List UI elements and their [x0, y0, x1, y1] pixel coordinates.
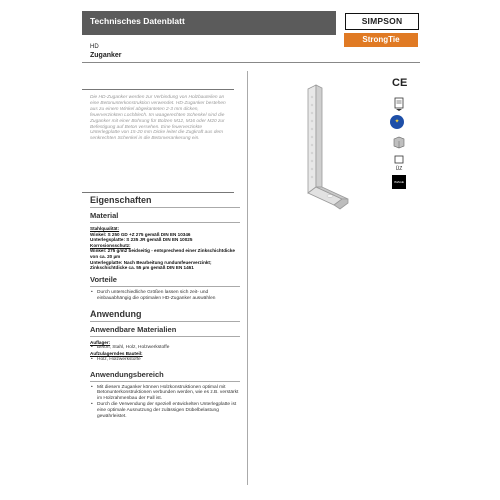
- aufzulagerndes-label: Aufzulagerndes Bauteil:: [90, 351, 143, 357]
- section-rule: [90, 222, 240, 223]
- logo-strongtie-text: StrongTie: [344, 33, 418, 47]
- stahl-line-1: Winkel: S 250 GD +Z 275 gemäß DIN EN 10346: [90, 231, 191, 237]
- black-label-icon: IMAGE: [392, 175, 406, 189]
- header-divider: [82, 62, 420, 63]
- header-title: Technisches Datenblatt: [90, 16, 185, 26]
- ma-shape-icon: [392, 155, 406, 164]
- auflager-label: Auflager:: [90, 339, 111, 345]
- eu-icon: [390, 115, 404, 129]
- korrosion-line-2: Unterlegplatte: Nach Bearbeitung rundumfeuerverzinkt; Zinkschichtdicke ca. 55 µm gemäß DIN EN 1461: [90, 259, 212, 271]
- column-divider: [247, 71, 248, 485]
- brand-logo: [344, 13, 420, 47]
- materialien-heading: Anwendbare Materialien: [90, 324, 177, 334]
- section-rule: [90, 207, 240, 208]
- description-box: [82, 89, 234, 193]
- ma-label: ÜZ: [395, 166, 403, 172]
- product-name: Zuganker: [90, 52, 122, 59]
- description-text: Die HD-Zuganker werden zur Verbindung von Holzbauteilen an eine Betonunterkonstruktion verwendet. HD-Zuganker bestehen aus zu einem Winkel abgekanteten 2-3 mm dicken, feuerverzinkten Lochblech. Im waagerechten Schenkel sind die Zuganker mit einer Bohrung für Bolzen M12, M16 oder M20 zur Befestigung auf Beton versehen. Eine feuerverzinkte Unterlegplatte von 15-20 mm Dicke leitet die Zugkraft aus dem senkrechten Schenkel in die Betonverankerung ein.: [90, 95, 226, 142]
- section-rule: [90, 336, 240, 337]
- eu-stars-icon: ✦: [394, 119, 400, 125]
- section-rule: [90, 321, 240, 322]
- main-content: [90, 195, 240, 420]
- stahl-label: Stahlqualität:: [90, 226, 120, 231]
- anwendung-heading: Anwendung: [90, 308, 142, 319]
- document-icon: [392, 97, 406, 111]
- stahl-line-2: Unterlegsplatte: S 235 JR gemäß DIN EN 10025: [90, 237, 193, 243]
- datasheet-page: [82, 11, 420, 489]
- aufzulagerndes-item: • Holz, Holzwerkstoffe: [90, 357, 240, 363]
- korrosion-line-1: Winkel: 275 g/m2 beidseitig - entsprechend einer Zinkschichtdicke von ca. 20 µm: [90, 248, 235, 259]
- vorteile-item: • Durch unterschiedliche Größen lassen sich zeit- und einbauabhängig die optimalen HD-Zuganker auswählen: [90, 290, 240, 302]
- bereich-item-2: • Durch die Verwendung der speziell entwickelten Unterlegplatte ist eine optimale Ausnutzung der zulässigen Dübelbelastung gewährleistet.: [90, 402, 240, 420]
- section-rule: [90, 381, 240, 382]
- anwendungsbereich-heading: Anwendungsbereich: [90, 369, 164, 379]
- korrosion-label: Korrosionsschutz:: [90, 242, 131, 248]
- vorteile-heading: Vorteile: [90, 274, 117, 284]
- eigenschaften-heading: Eigenschaften: [90, 195, 152, 205]
- section-rule: [90, 286, 240, 287]
- header-bar: [82, 11, 336, 35]
- box-icon: [392, 135, 406, 149]
- product-code: HD: [90, 44, 99, 50]
- ce-mark-icon: CE: [392, 77, 408, 89]
- ma-icon: [392, 155, 406, 172]
- logo-simpson-text: SIMPSON: [345, 13, 419, 30]
- material-heading: Material: [90, 211, 119, 220]
- bereich-item-1: • Mit diesem Zuganker können Holzkonstruktionen optimal mit Betonunterkonstruktionen verbunden werden, wie es z.B. verstärkt im Holzrahmenbau der Fall ist.: [90, 385, 240, 403]
- auflager-item: • Beton, Stahl, Holz, Holzwerkstoffe: [90, 345, 240, 351]
- product-image: [272, 83, 362, 215]
